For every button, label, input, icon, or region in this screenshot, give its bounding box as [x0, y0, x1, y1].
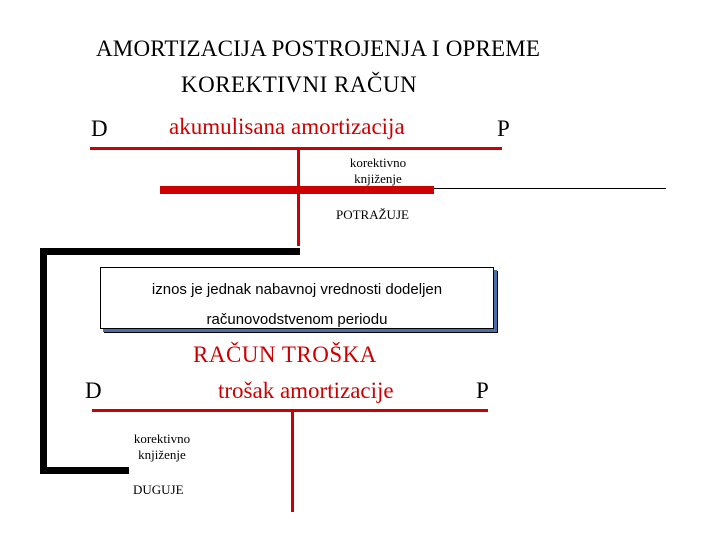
- upper-account-name: akumulisana amortizacija: [169, 114, 405, 139]
- upper-t-account-vertical-line: [297, 150, 300, 246]
- upper-entry-line2: knjiženje: [354, 171, 402, 186]
- lower-entry-line1: korektivno: [133, 431, 191, 446]
- connector-left-line: [40, 248, 47, 474]
- lower-entry-label: [122, 431, 202, 463]
- upper-entry-thin-line: [434, 188, 666, 189]
- upper-debit-label: D: [91, 116, 108, 141]
- lower-account-name: trošak amortizacije: [218, 378, 394, 403]
- lower-entry-line2: knjiženje: [138, 447, 186, 462]
- explanation-line2: računovodstvenom periodu: [206, 311, 388, 328]
- lower-debit-label: D: [85, 378, 102, 403]
- explanation-box: [100, 267, 494, 329]
- lower-title: RAČUN TROŠKA: [193, 342, 377, 367]
- lower-side-label: DUGUJE: [133, 482, 184, 497]
- upper-t-account-horizontal-line: [90, 147, 502, 150]
- connector-bottom-line: [40, 467, 129, 474]
- lower-credit-label: P: [476, 378, 489, 403]
- upper-entry-line1: korektivno: [349, 155, 407, 170]
- explanation-line1: iznos je jednak nabavnoj vrednosti dodeljen: [151, 281, 443, 298]
- upper-side-label: POTRAŽUJE: [336, 207, 409, 222]
- upper-entry-thick-bar: [160, 186, 434, 194]
- upper-title-line2: KOREKTIVNI RAČUN: [181, 72, 418, 97]
- upper-entry-label: [336, 155, 420, 187]
- upper-credit-label: P: [497, 116, 510, 141]
- connector-top-line: [40, 248, 300, 255]
- upper-title-line1: AMORTIZACIJA POSTROJENJA I OPREME: [96, 36, 541, 61]
- lower-t-account-vertical-line: [291, 412, 294, 512]
- lower-t-account-horizontal-line: [92, 409, 488, 412]
